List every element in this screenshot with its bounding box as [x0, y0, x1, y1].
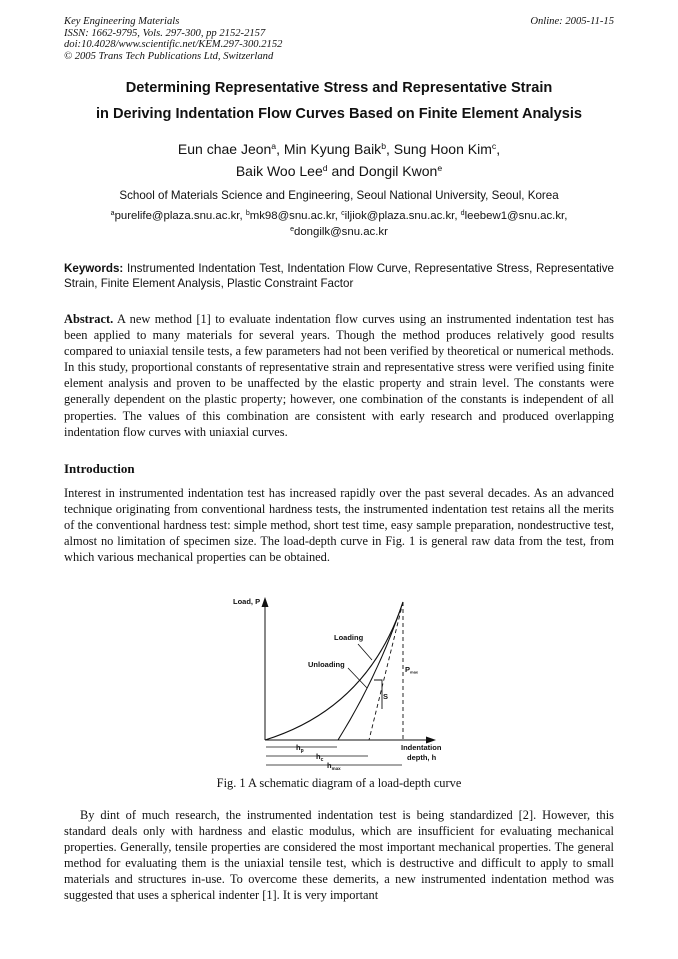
- author-line-1: [0, 138, 678, 160]
- hc-symbol: h: [316, 752, 321, 761]
- tangent-line: [369, 602, 403, 740]
- copyright-line: © 2005 Trans Tech Publications Ltd, Switzerland: [64, 50, 274, 62]
- pmax-label: [405, 665, 419, 675]
- author-separator: ,: [276, 141, 284, 157]
- author-name: Dongil Kwon: [358, 163, 438, 179]
- author-name: Eun chae Jeon: [177, 141, 272, 157]
- abstract: [64, 311, 614, 440]
- doi-line: doi:10.4028/www.scientific.net/KEM.297-300.2152: [64, 39, 283, 51]
- journal-name: Key Engineering Materials: [64, 16, 180, 27]
- email-separator: ,: [454, 210, 461, 222]
- s-label: S: [383, 692, 389, 701]
- unloading-label: Unloading: [308, 660, 345, 669]
- email-address[interactable]: leebew1@snu.ac.kr: [464, 210, 565, 222]
- email-address[interactable]: iljiok@plaza.snu.ac.kr: [344, 210, 455, 222]
- email-separator: ,: [564, 210, 568, 222]
- email-line-2: [0, 225, 678, 241]
- email-affil-mark: b: [245, 210, 250, 218]
- email-address[interactable]: mk98@snu.ac.kr: [249, 210, 335, 222]
- hmax-symbol: h: [327, 761, 332, 770]
- hc-subscript: c: [320, 757, 324, 763]
- email-affil-mark: c: [341, 210, 345, 218]
- email-affil-mark: d: [460, 210, 465, 218]
- unloading-curve: [338, 602, 403, 740]
- loading-label: Loading: [334, 633, 364, 642]
- loading-leader: [358, 644, 372, 660]
- affiliation: School of Materials Science and Engineering, Seoul National University, Seoul, Korea: [119, 189, 559, 202]
- x-axis-label-line-2: depth, h: [407, 753, 437, 762]
- y-axis-arrow: [262, 597, 269, 607]
- email-list: [0, 209, 678, 240]
- abstract-label: Abstract.: [64, 312, 114, 326]
- email-address[interactable]: purelife@plaza.snu.ac.kr: [114, 210, 240, 222]
- section-heading-introduction: Introduction: [64, 461, 135, 476]
- author-affil-mark: d: [322, 163, 328, 174]
- author-affil-mark: a: [271, 141, 277, 152]
- intro-paragraph-1: Interest in instrumented indentation test has increased rapidly over the past several decades. As an advanced technique originating from conventional hardness tests, the instrumented indentation test retains all the merits of the conventional hardness test: simple method, short test time, easy sample preparation, nondestructive test, almost no limitation of specimen size. The load-depth curve in Fig. 1 is general raw data from the test, from which various mechanical properties can be obtained.: [64, 486, 614, 565]
- pmax-subscript: max: [410, 669, 419, 675]
- author-list: [0, 138, 678, 182]
- email-address[interactable]: dongilk@snu.ac.kr: [294, 225, 388, 238]
- author-name: Baik Woo Lee: [235, 163, 323, 179]
- x-axis-label-line-1: Indentation: [401, 743, 442, 752]
- keywords-text: Instrumented Indentation Test, Indentation Flow Curve, Representative Stress, Representative Strain, Finite Element Analysis, Plastic Constraint Factor: [64, 262, 614, 290]
- author-affil-mark: b: [381, 141, 387, 152]
- author-separator: ,: [496, 141, 501, 157]
- unloading-leader: [348, 668, 367, 688]
- author-name: Sung Hoon Kim: [393, 141, 492, 157]
- keywords-label: Keywords:: [64, 262, 124, 275]
- email-affil-mark: e: [290, 225, 295, 233]
- hp-symbol: h: [296, 743, 301, 752]
- paper-title-line-1: Determining Representative Stress and Representative Strain: [125, 80, 553, 96]
- paper-title-line-2: in Deriving Indentation Flow Curves Based on Finite Element Analysis: [95, 106, 582, 122]
- author-affil-mark: e: [437, 163, 443, 174]
- hmax-subscript: max: [331, 766, 341, 771]
- publication-header: [64, 16, 282, 62]
- email-line-1: [0, 209, 678, 225]
- hmax-label: [327, 761, 341, 771]
- author-separator: and: [327, 163, 359, 179]
- author-line-2: [0, 160, 678, 182]
- author-affil-mark: c: [491, 141, 497, 152]
- hp-label: [296, 743, 304, 754]
- pmax-symbol: P: [405, 665, 411, 674]
- hc-label: [316, 752, 324, 763]
- issn-line: ISSN: 1662-9795, Vols. 297-300, pp 2152-2157: [64, 27, 266, 39]
- author-separator: ,: [386, 141, 394, 157]
- abstract-text: A new method [1] to evaluate indentation flow curves using an instrumented indentation test has been applied to many materials for several years. Though the method produces relatively good results compared to uniaxial tensile tests, a few parameters had not been verified by theoretical or numerical methods. In this study, proportional constants of representative strain and representative stress were verified using finite element analysis and proven to be unaffected by the elastic property and strain level. The constants were generally dependent on the plastic property; however, one combination of the constants is independent of all properties. The values of this combination are consistent with early research and produced overlapping indentation flow curves with uniaxial curves.: [64, 312, 614, 439]
- intro-paragraph-2: By dint of much research, the instrumented indentation test is being standardized [2]. However, this standard deals only with hardness and elastic modulus, which are insufficient for evaluating mechanical properties. Generally, tensile properties are considered the most important mechanical properties. The general method for evaluating them is the uniaxial tensile test, which is destructive and difficult to apply to small materials and structures in-use. To overcome these demerits, a new instrumented indentation method was suggested that uses a spherical indenter [1]. It is very important: [64, 808, 614, 903]
- hp-subscript: p: [300, 748, 304, 754]
- author-name: Min Kyung Baik: [283, 141, 382, 157]
- email-separator: ,: [334, 210, 342, 222]
- email-separator: ,: [239, 210, 246, 222]
- load-depth-figure: [230, 588, 455, 774]
- figure-caption: Fig. 1 A schematic diagram of a load-depth curve: [216, 776, 462, 790]
- keywords: [64, 262, 614, 291]
- email-affil-mark: a: [110, 210, 115, 218]
- loading-curve: [265, 602, 403, 740]
- online-date: Online: 2005-11-15: [530, 16, 614, 27]
- y-axis-label: Load, P: [233, 597, 261, 606]
